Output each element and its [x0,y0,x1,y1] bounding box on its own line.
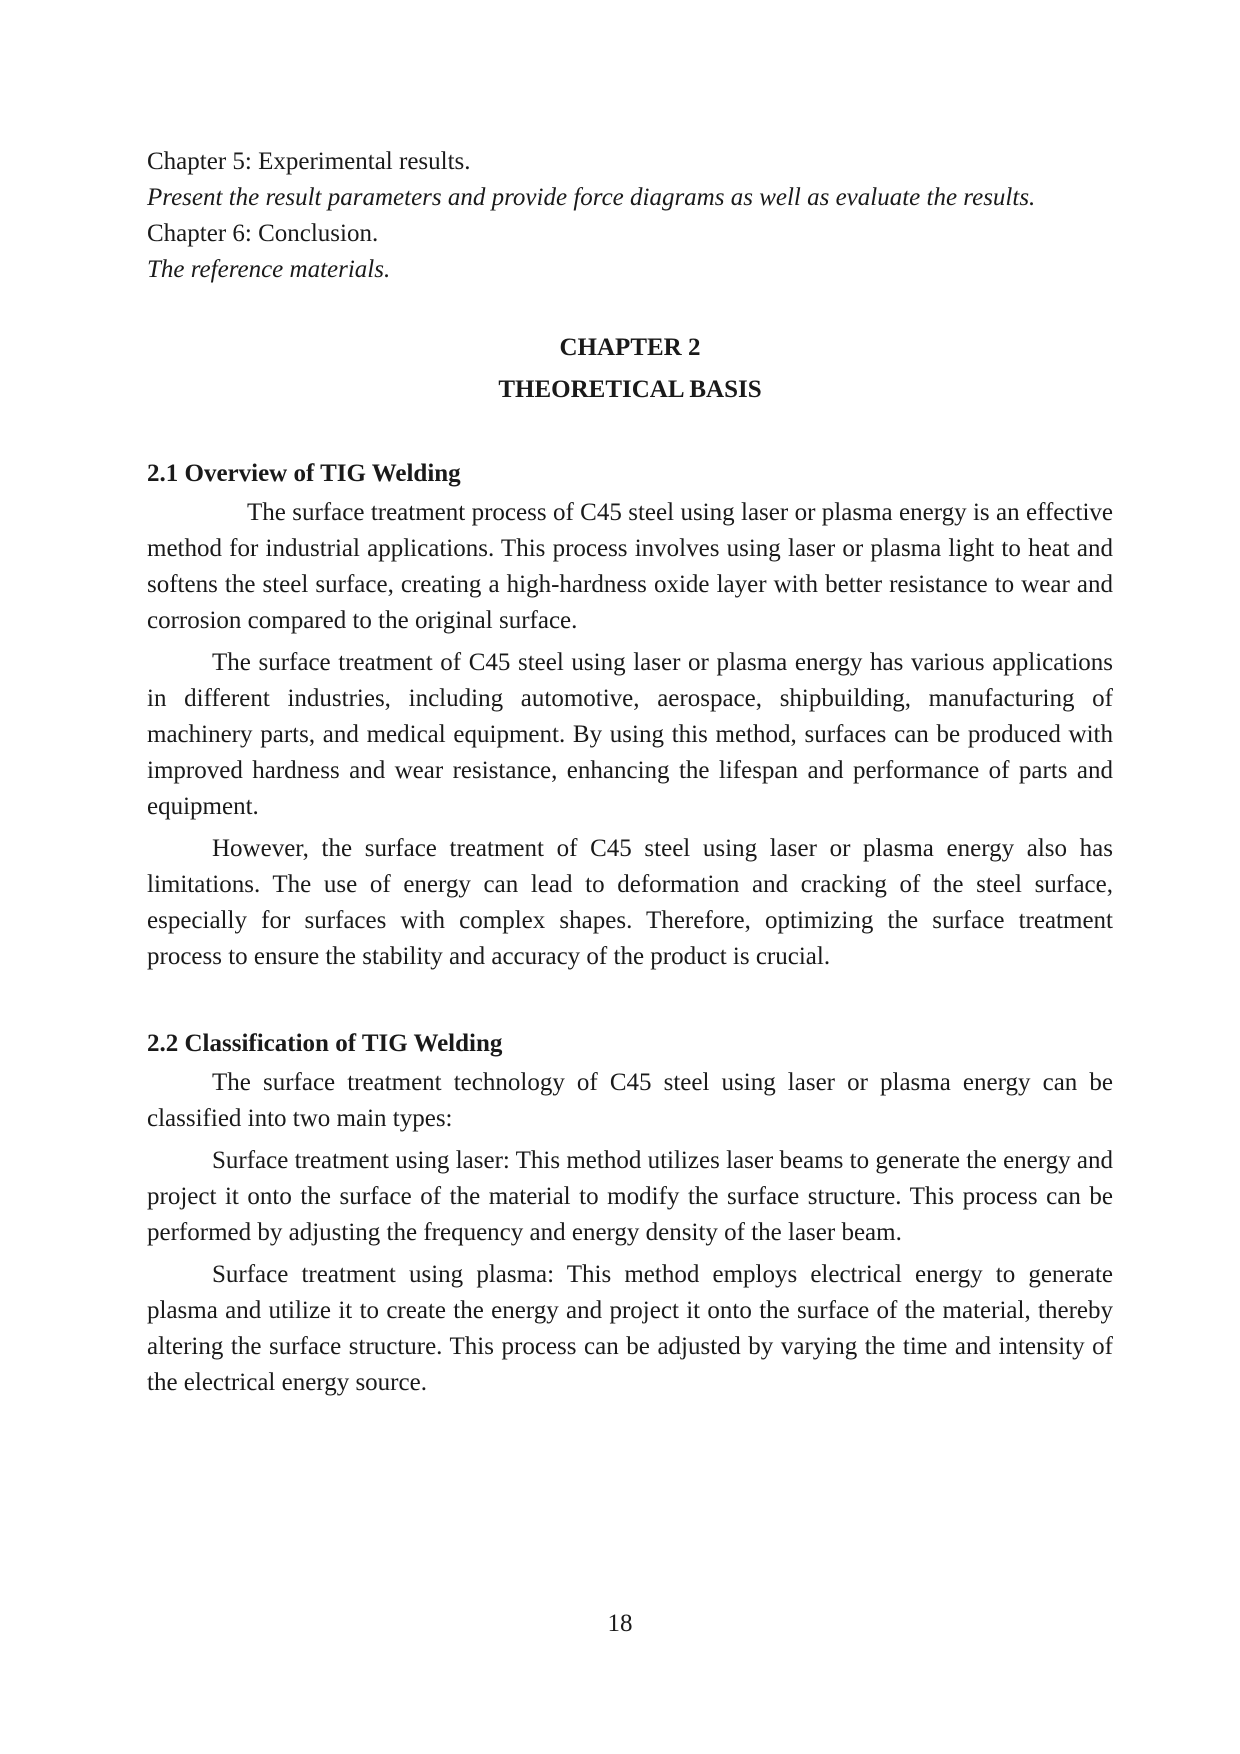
page-content [147,144,1113,1401]
section-heading-2-1: 2.1 Overview of TIG Welding [147,460,461,487]
chapter-title-heading: THEORETICAL BASIS [498,376,762,403]
section1-paragraph-3: However, the surface treatment of C45 steel using laser or plasma energy also has limitations. The use of energy can lead to deformation and cracking of the steel surface, especially for surfaces with complex shapes. Therefore, optimizing the surface treatment process to ensure the stability and accuracy of the product is crucial. [147,835,1113,970]
chapter-number-heading: CHAPTER 2 [559,334,701,361]
page-number: 18 [607,1610,633,1637]
section1-paragraph-1: The surface treatment process of C45 steel using laser or plasma energy is an effective method for industrial applications. This process involves using laser or plasma light to heat and softens the steel surface, creating a high-hardness oxide layer with better resistance to wear and corrosion compared to the original surface. [147,499,1113,634]
chapter5-description: Present the result parameters and provide force diagrams as well as evaluate the results. [147,184,1036,211]
section2-paragraph-1: The surface treatment technology of C45 steel using laser or plasma energy can be classified into two main types: [147,1069,1113,1132]
section1-paragraph-2: The surface treatment of C45 steel using laser or plasma energy has various applications in different industries, including automotive, aerospace, shipbuilding, manufacturing of machinery parts, and medical equipment. By using this method, surfaces can be produced with improved hardness and wear resistance, enhancing the lifespan and performance of parts and equipment. [147,649,1113,820]
section-heading-2-2: 2.2 Classification of TIG Welding [147,1030,503,1057]
section2-paragraph-2: Surface treatment using laser: This method utilizes laser beams to generate the energy and project it onto the surface of the material to modify the surface structure. This process can be performed by adjusting the frequency and energy density of the laser beam. [147,1147,1113,1246]
chapter6-line: Chapter 6: Conclusion. [147,220,379,247]
section2-paragraph-3: Surface treatment using plasma: This method employs electrical energy to generate plasma and utilize it to create the energy and project it onto the surface of the material, thereby altering the surface structure. This process can be adjusted by varying the time and intensity of the electrical energy source. [147,1261,1113,1396]
references-line: The reference materials. [147,256,391,283]
chapter5-line: Chapter 5: Experimental results. [147,148,471,175]
